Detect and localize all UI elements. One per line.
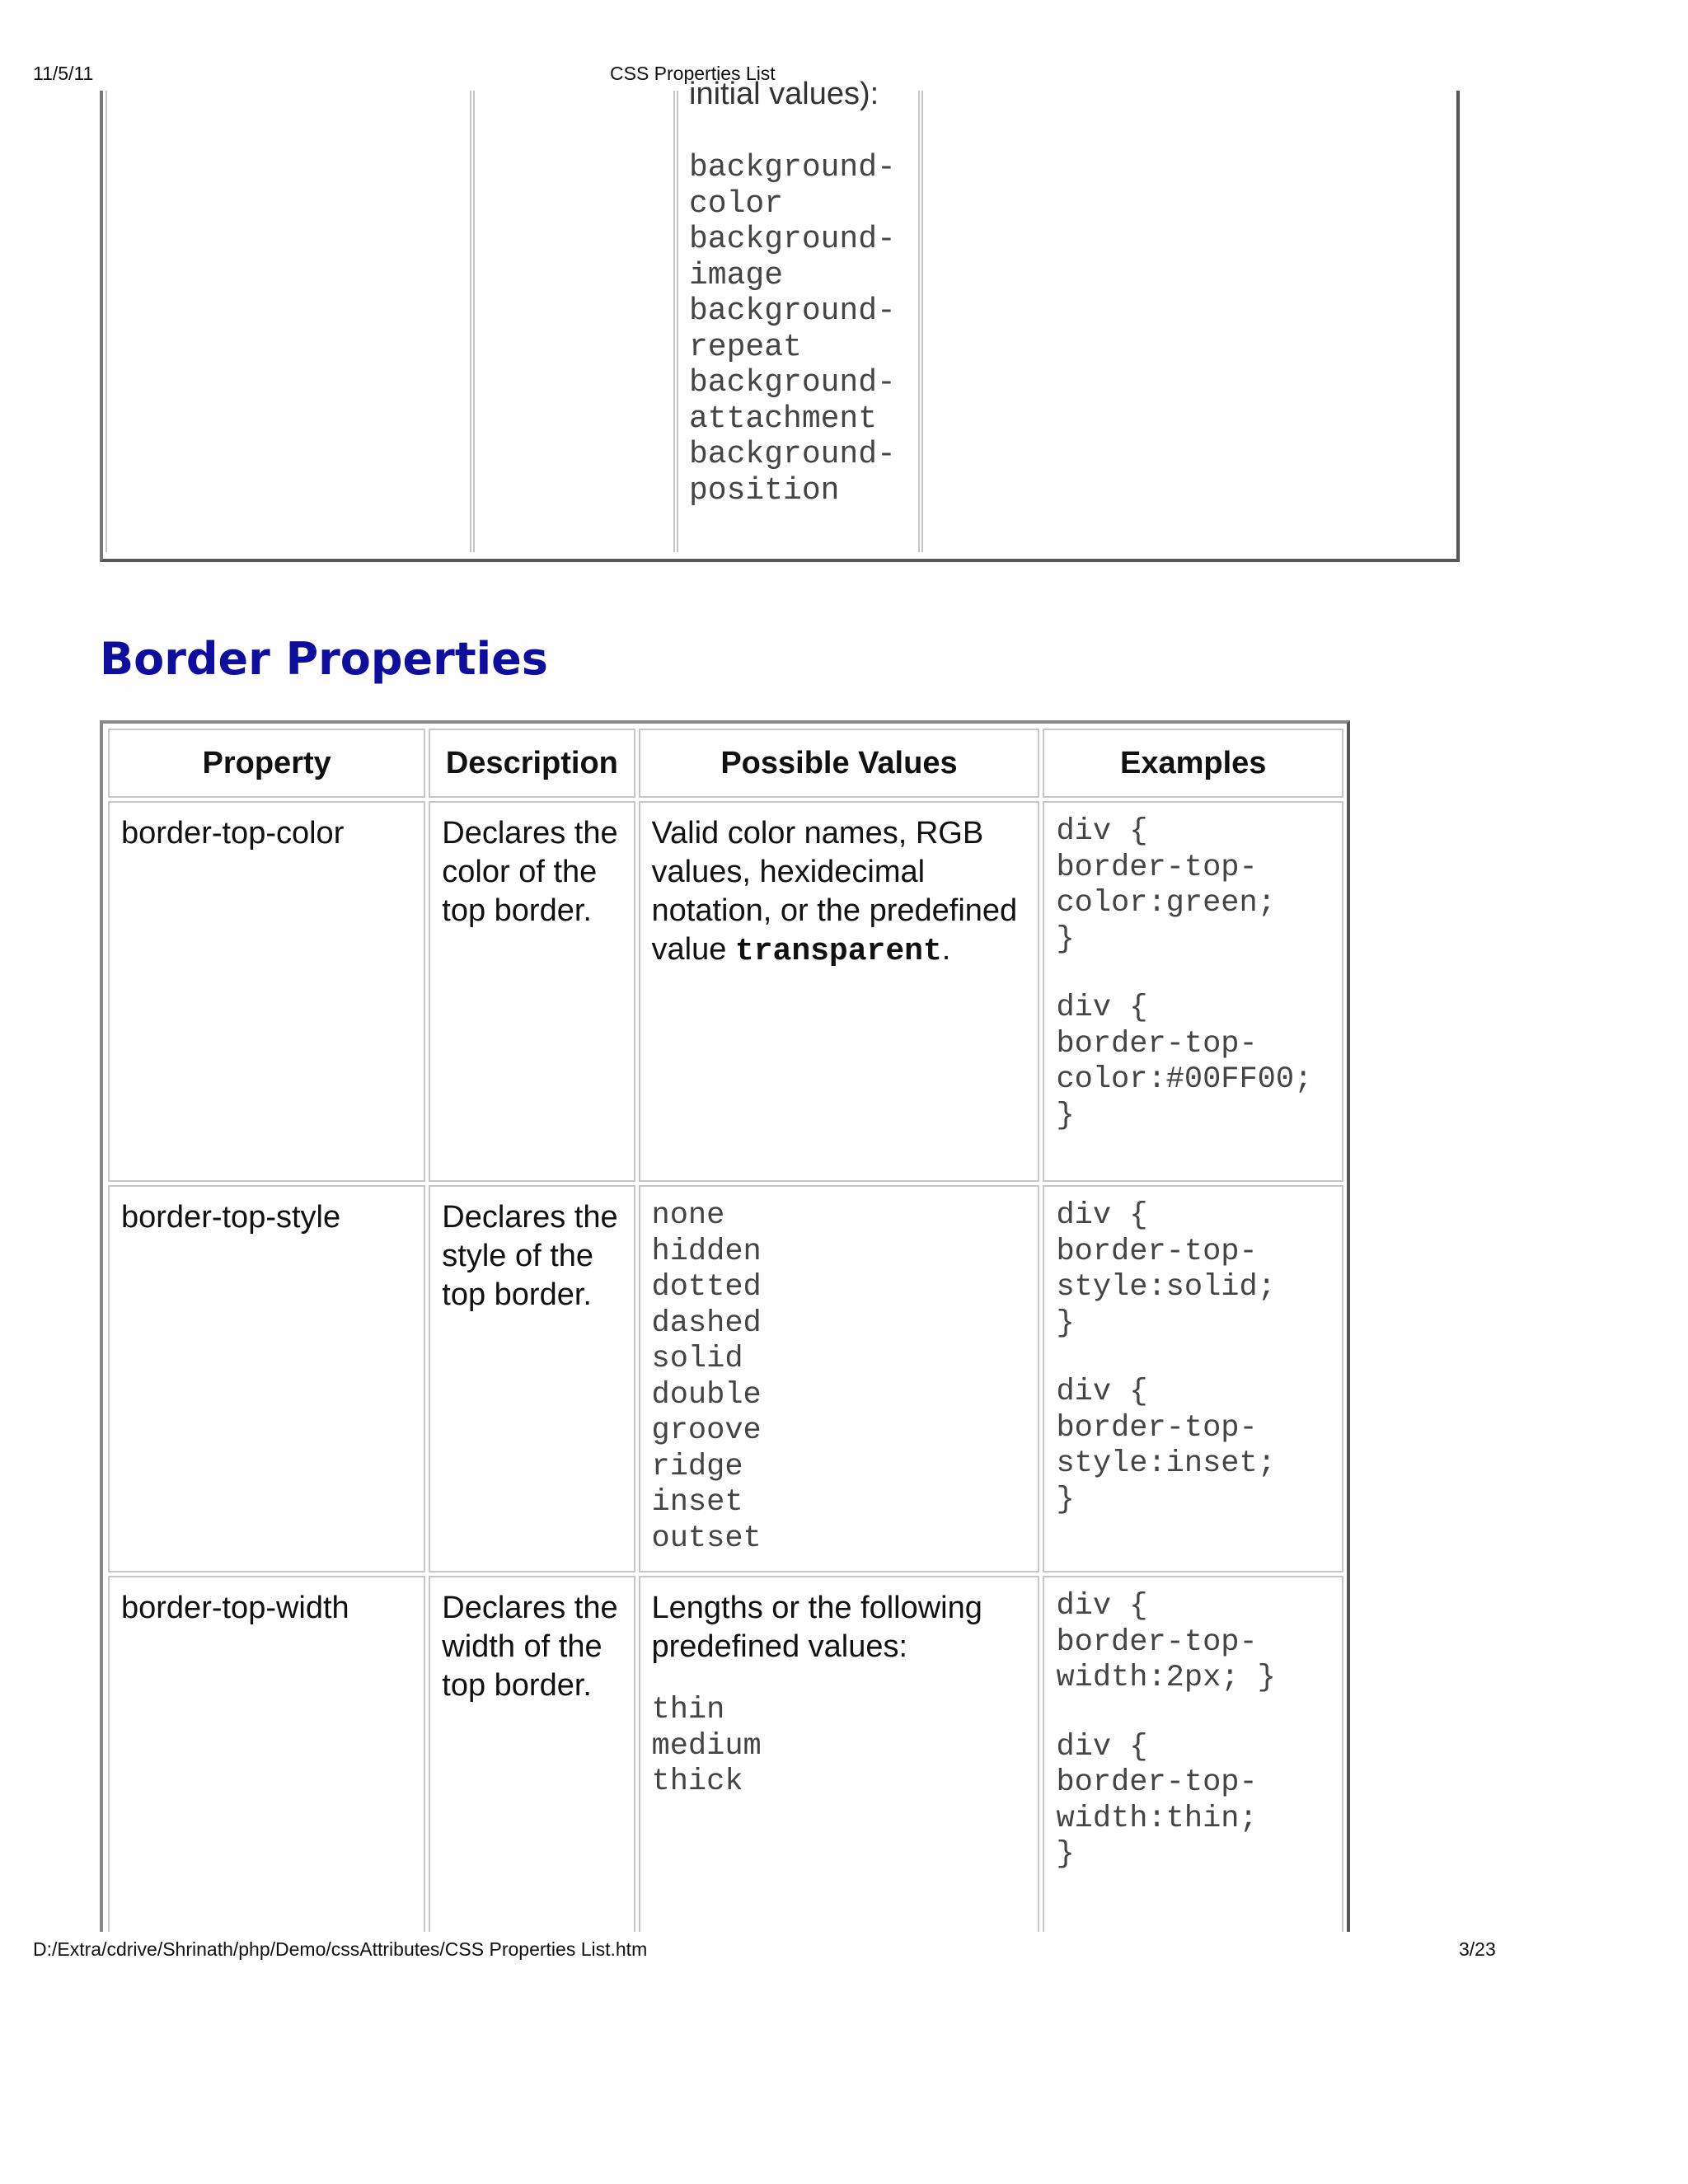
table-divider (470, 91, 471, 552)
property-description: Declares the width of the top border. (429, 1576, 635, 1932)
values-end: . (941, 932, 951, 967)
column-header-property: Property (108, 729, 425, 798)
examples-cell (1043, 801, 1343, 1182)
print-file-path: D:/Extra/cdrive/Shrinath/php/Demo/cssAttributes/CSS Properties List.htm (33, 1938, 648, 1960)
print-page-number: 3/23 (1459, 1938, 1496, 1960)
table-divider (473, 91, 475, 552)
values-text: Valid color names, RGB values, hexidecimal notation, or the predefined value (651, 816, 1018, 967)
property-name: border-top-style (108, 1185, 425, 1572)
values-keyword: transparent (734, 934, 942, 969)
values-list: thin medium thick (651, 1693, 762, 1799)
print-date: 11/5/11 (33, 63, 94, 84)
possible-values-list: none hidden dotted dashed solid double groove ridge inset outset (639, 1185, 1040, 1572)
column-header-examples: Examples (1043, 729, 1343, 798)
border-properties-table (100, 720, 1350, 1932)
table-row (108, 801, 1343, 1182)
table-row (108, 1576, 1343, 1932)
column-header-description: Description (429, 729, 635, 798)
example-code: div { border-top- style:solid; } (1056, 1198, 1276, 1341)
background-values-list: background- color background- image background- repeat background- attachment background- position (689, 150, 896, 509)
table-divider (106, 91, 107, 552)
example-code: div { border-top- color:green; } (1056, 814, 1276, 957)
example-code: div { border-top- style:inset; } (1056, 1375, 1276, 1517)
table-divider (677, 91, 678, 552)
section-heading: Border Properties (100, 633, 548, 685)
examples-cell (1043, 1576, 1343, 1932)
examples-cell (1043, 1185, 1343, 1572)
table-divider (918, 91, 920, 552)
table-divider (921, 91, 923, 552)
example-code: div { border-top- color:#00FF00; } (1056, 991, 1313, 1133)
partial-cell-text: initial values): (689, 77, 879, 111)
property-description: Declares the color of the top border. (429, 801, 635, 1182)
print-title: CSS Properties List (610, 63, 776, 84)
table-header-row (108, 729, 1343, 798)
property-name: border-top-color (108, 801, 425, 1182)
column-header-values: Possible Values (639, 729, 1040, 798)
property-name: border-top-width (108, 1576, 425, 1932)
possible-values (639, 801, 1040, 1182)
property-description: Declares the style of the top border. (429, 1185, 635, 1572)
table-row (108, 1185, 1343, 1572)
table-divider (673, 91, 675, 552)
example-code: div { border-top- width:2px; } (1056, 1589, 1276, 1695)
example-code: div { border-top- width:thin; } (1056, 1729, 1258, 1872)
possible-values (639, 1576, 1040, 1932)
values-text: Lengths or the following predefined values: (651, 1591, 982, 1664)
